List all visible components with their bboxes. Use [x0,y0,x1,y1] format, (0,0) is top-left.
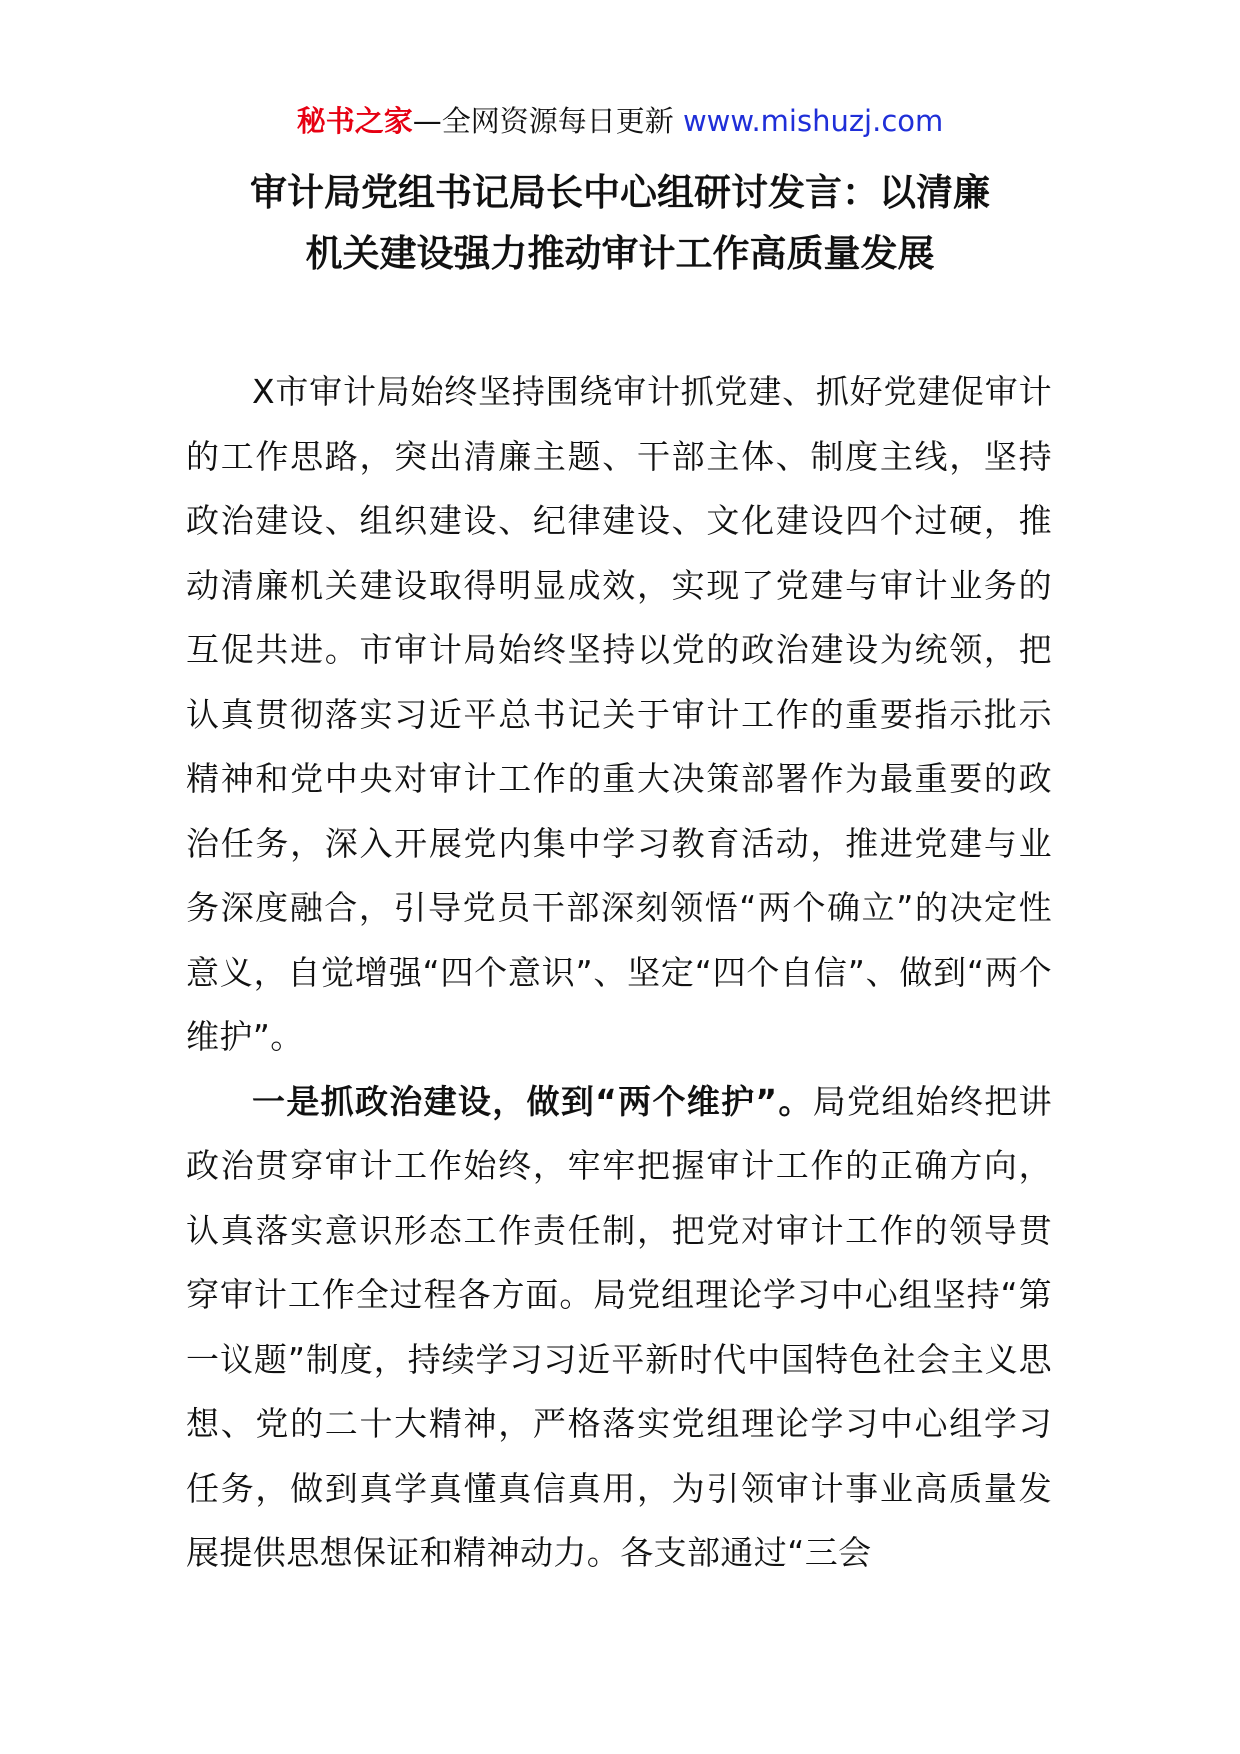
document-title [150,162,1090,284]
paragraph-lead: 一是抓政治建设，做到“两个维护”。 [252,1081,813,1121]
brand-name: 秘书之家 [296,104,413,138]
title-line-1: 审计局党组书记局长中心组研讨发言：以清廉 [250,171,990,214]
document-body [186,360,1052,1586]
site-header [0,101,1240,141]
title-line-2: 机关建设强力推动审计工作高质量发展 [305,232,935,275]
paragraph-text: 局党组始终把讲政治贯穿审计工作始终，牢牢把握审计工作的正确方向，认真落实意识形态工作责任制，把党对审计工作的领导贯穿审计工作全过程各方面。局党组理论学习中心组坚持“第一议题”制度，持续学习习近平新时代中国特色社会主义思想、党的二十大精神，严格落实党组理论学习中心组学习任务，做到真学真懂真信真用，为引领审计事业高质量发展提供思想保证和精神动力。各支部通过“三会 [186,1081,1052,1572]
site-url-link[interactable]: www.mishuzj.com [682,104,944,138]
header-tagline: —全网资源每日更新 [412,104,674,138]
paragraph-political-building [186,1070,1052,1586]
paragraph-intro: X市审计局始终坚持围绕审计抓党建、抓好党建促审计的工作思路，突出清廉主题、干部主体、制度主线，坚持政治建设、组织建设、纪律建设、文化建设四个过硬，推动清廉机关建设取得明显成效，实现了党建与审计业务的互促共进。市审计局始终坚持以党的政治建设为统领，把认真贯彻落实习近平总书记关于审计工作的重要指示批示精神和党中央对审计工作的重大决策部署作为最重要的政治任务，深入开展党内集中学习教育活动，推进党建与业务深度融合，引导党员干部深刻领悟“两个确立”的决定性意义，自觉增强“四个意识”、坚定“四个自信”、做到“两个维护”。 [186,372,1052,1056]
